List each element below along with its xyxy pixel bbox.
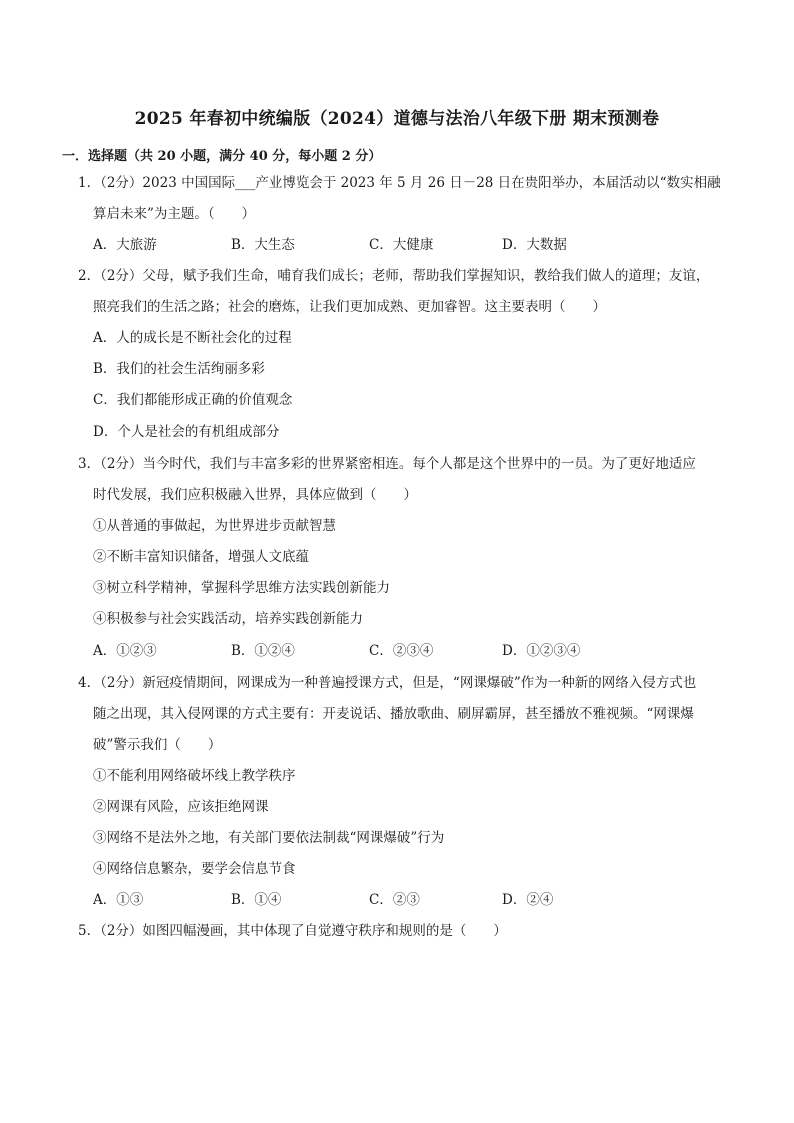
question-2-option-b: B．我们的社会生活绚丽多彩: [93, 361, 265, 377]
question-4-statement-1: ①不能利用网络破坏线上教学秩序: [93, 768, 296, 784]
question-5-line-1: 5．（2分）如图四幅漫画，其中体现了自觉遵守秩序和规则的是（ ）: [78, 923, 507, 939]
question-2-line-1: 2．（2分）父母，赋予我们生命，哺育我们成长；老师，帮助我们掌握知识，教给我们做人的道理；友谊，: [78, 268, 710, 284]
question-1-option-d: D．大数据: [502, 237, 567, 253]
question-3-option-d: D．①②③④: [502, 643, 581, 659]
question-2-option-a: A．人的成长是不断社会化的过程: [93, 330, 292, 346]
question-1-option-b: B．大生态: [231, 237, 295, 253]
question-4-statement-2: ②网课有风险，应该拒绝网课: [93, 799, 269, 815]
question-3-option-b: B．①②④: [231, 643, 295, 659]
question-2-line-2: 照亮我们的生活之路；社会的磨炼，让我们更加成熟、更加睿智。这主要表明（ ）: [93, 299, 606, 315]
question-1-line-1: 1．（2分）2023 中国国际___产业博览会于 2023 年 5 月 26 日－28 日在贵阳举办，本届活动以“数实相融: [78, 175, 721, 191]
question-4-statement-4: ④网络信息繁杂，要学会信息节食: [93, 861, 296, 877]
question-3-statement-2: ②不断丰富知识储备，增强人文底蕴: [93, 549, 309, 565]
question-2-option-c: C．我们都能形成正确的价值观念: [93, 392, 293, 408]
question-1-line-2: 算启未来”为主题。（ ）: [93, 206, 256, 222]
question-4-statement-3: ③网络不是法外之地，有关部门要依法制裁“网课爆破”行为: [93, 830, 445, 846]
question-4-line-1: 4．（2分）新冠疫情期间，网课成为一种普遍授课方式，但是，“网课爆破”作为一种新的网络入侵方式也: [78, 675, 697, 691]
question-4-line-2: 随之出现，其入侵网课的方式主要有：开麦说话、播放歌曲、刷屏霸屏，甚至播放不雅视频。“网课爆: [93, 706, 694, 722]
question-1-option-a: A．大旅游: [93, 237, 157, 253]
question-4-option-a: A．①③: [93, 892, 144, 908]
question-3-statement-3: ③树立科学精神，掌握科学思维方法实践创新能力: [93, 580, 390, 596]
question-3-statement-1: ①从普通的事做起，为世界进步贡献智慧: [93, 518, 336, 534]
question-3-statement-4: ④积极参与社会实践活动，培养实践创新能力: [93, 611, 363, 627]
question-4-option-d: D．②④: [502, 892, 554, 908]
question-3-option-c: C．②③④: [369, 643, 434, 659]
question-4-line-3: 破”警示我们（ ）: [93, 737, 222, 753]
page-title: 2025 年春初中统编版（2024）道德与法治八年级下册 期末预测卷: [134, 109, 660, 129]
question-3-line-1: 3．（2分）当今时代，我们与丰富多彩的世界紧密相连。每个人都是这个世界中的一员。为了更好地适应: [78, 456, 696, 472]
question-2-option-d: D．个人是社会的有机组成部分: [93, 424, 280, 440]
question-4-option-b: B．①④: [231, 892, 282, 908]
question-3-line-2: 时代发展，我们应积极融入世界，具体应做到（ ）: [93, 487, 417, 503]
question-1-option-c: C．大健康: [369, 237, 434, 253]
question-3-option-a: A．①②③: [93, 643, 157, 659]
section-heading: 一．选择题（共 20 小题，满分 40 分，每小题 2 分）: [62, 149, 382, 164]
question-4-option-c: C．②③: [369, 892, 420, 908]
